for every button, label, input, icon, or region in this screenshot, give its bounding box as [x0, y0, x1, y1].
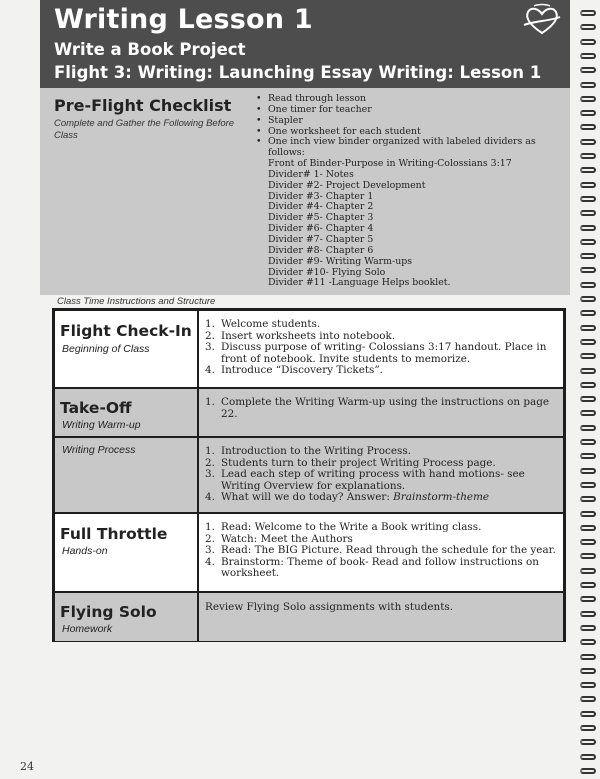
list-item: • Stapler — [256, 116, 556, 127]
row-content-cell — [199, 593, 563, 641]
list-number: 1. — [205, 318, 215, 330]
list-number: 2. — [205, 532, 215, 545]
row-label-cell — [55, 389, 199, 438]
table-row-flight-check-in — [55, 311, 563, 387]
list-text: Read: Welcome to the Write a Book writing class. — [221, 521, 482, 533]
row-content-cell — [199, 389, 563, 438]
spiral-coil — [580, 310, 596, 316]
list-text: Students turn to their project Writing Process page. — [221, 456, 496, 469]
row-label-cell — [55, 438, 199, 514]
list-number: 4. — [205, 555, 215, 568]
list-item: • One timer for teacher — [256, 105, 556, 116]
spiral-coil — [580, 582, 596, 588]
spiral-coil — [580, 96, 596, 102]
spiral-binding — [574, 0, 600, 779]
spiral-coil — [580, 353, 596, 359]
list-item: Divider #9- Writing Warm-ups — [268, 255, 413, 267]
row-content-cell — [199, 514, 563, 593]
list-item: • One worksheet for each student — [256, 127, 556, 138]
list-item — [205, 342, 557, 365]
steps-list — [205, 446, 557, 504]
class-structure-table — [52, 308, 566, 642]
steps-list — [205, 319, 557, 377]
list-number: 1. — [205, 396, 215, 408]
list-number: 1. — [205, 445, 215, 457]
spiral-coil — [580, 368, 596, 374]
spiral-coil — [580, 167, 596, 173]
spiral-coil — [580, 496, 596, 502]
preflight-title: Pre-Flight Checklist — [54, 96, 232, 115]
spiral-coil — [580, 611, 596, 617]
list-text: Complete the Writing Warm-up using the instructions on page 22. — [221, 396, 550, 420]
row-heading: Flying Solo — [60, 603, 157, 621]
page-number: 24 — [20, 760, 34, 773]
steps-list — [205, 397, 557, 420]
lesson-header — [40, 0, 570, 88]
spiral-coil — [580, 24, 596, 30]
list-item: Divider #4- Chapter 2 — [268, 201, 374, 213]
list-text: Welcome students. — [221, 318, 321, 330]
heart-plane-logo-icon — [520, 3, 564, 39]
list-item: • One inch view binder organized with labeled dividers as — [256, 137, 556, 148]
spiral-coil — [580, 39, 596, 45]
spiral-coil — [580, 596, 596, 602]
list-text: Lead each step of writing process with hand motions- see Writing Overview for explanations. — [221, 468, 525, 492]
project-title: Write a Book Project — [54, 40, 246, 59]
spiral-coil — [580, 468, 596, 474]
spiral-coil — [580, 668, 596, 674]
spiral-coil — [580, 210, 596, 216]
spiral-coil — [580, 654, 596, 660]
list-item: Divider #11 -Language Helps booklet. — [268, 277, 451, 289]
list-item: Front of Binder-Purpose in Writing-Colossians 3:17 — [268, 158, 512, 170]
list-item: follows: — [268, 147, 305, 159]
spiral-coil — [580, 296, 596, 302]
section-caption: Class Time Instructions and Structure — [57, 296, 216, 307]
spiral-coil — [580, 225, 596, 231]
list-number: 3. — [205, 544, 215, 557]
row-subheading: Writing Process — [62, 444, 136, 456]
spiral-coil — [580, 725, 596, 731]
list-text: Watch: Meet the Authors — [221, 532, 353, 545]
spiral-coil — [580, 253, 596, 259]
spiral-coil — [580, 196, 596, 202]
list-item: Divider #2- Project Development — [268, 179, 426, 191]
list-number: 1. — [205, 521, 215, 533]
list-item: Divider #10- Flying Solo — [268, 266, 386, 278]
spiral-coil — [580, 525, 596, 531]
list-text: Introduction to the Writing Process. — [221, 445, 411, 457]
list-text: Read: The BIG Picture. Read through the schedule for the year. — [221, 544, 556, 557]
list-text: Introduce “Discovery Tickets”. — [221, 364, 383, 377]
answer-text: Brainstorm-theme — [393, 491, 490, 504]
row-subheading: Homework — [62, 623, 113, 635]
preflight-checklist — [40, 88, 570, 295]
list-text: Insert worksheets into notebook. — [221, 329, 396, 342]
spiral-coil — [580, 625, 596, 631]
spiral-coil — [580, 539, 596, 545]
list-item: Divider #7- Chapter 5 — [268, 233, 374, 245]
spiral-coil — [580, 410, 596, 416]
spiral-coil — [580, 453, 596, 459]
preflight-subtitle: Complete and Gather the Following Before Class — [54, 118, 235, 141]
list-number: 3. — [205, 468, 215, 481]
spiral-coil — [580, 382, 596, 388]
spiral-coil — [580, 739, 596, 745]
spiral-coil — [580, 682, 596, 688]
lesson-title: Writing Lesson 1 — [54, 4, 313, 35]
row-label-cell — [55, 514, 199, 593]
spiral-coil — [580, 511, 596, 517]
spiral-coil — [580, 325, 596, 331]
spiral-coil — [580, 754, 596, 760]
list-number: 2. — [205, 329, 215, 342]
list-item — [205, 469, 557, 492]
list-item — [205, 557, 557, 580]
list-number: 2. — [205, 456, 215, 469]
list-text: Brainstorm: Theme of book- Read and follow instructions on worksheet. — [221, 555, 539, 580]
spiral-coil — [580, 439, 596, 445]
list-number: 4. — [205, 491, 215, 504]
spiral-coil — [580, 768, 596, 774]
table-row-take-off — [55, 387, 563, 438]
spiral-coil — [580, 696, 596, 702]
list-number: 4. — [205, 364, 215, 377]
spiral-coil — [580, 82, 596, 88]
table-row-writing-process — [55, 436, 563, 514]
table-row-full-throttle — [55, 512, 563, 593]
spiral-coil — [580, 568, 596, 574]
list-item: Divider #3- Chapter 1 — [268, 190, 374, 202]
spiral-coil — [580, 139, 596, 145]
row-label-cell — [55, 593, 199, 641]
spiral-coil — [580, 639, 596, 645]
list-item: Divider #5- Chapter 3 — [268, 212, 374, 224]
row-content-cell — [199, 438, 563, 514]
spiral-coil — [580, 110, 596, 116]
row-heading: Take-Off — [60, 399, 132, 417]
spiral-coil — [580, 282, 596, 288]
spiral-coil — [580, 67, 596, 73]
row-heading: Full Throttle — [60, 525, 168, 543]
homework-text: Review Flying Solo assignments with students. — [205, 601, 454, 613]
spiral-coil — [580, 711, 596, 717]
table-row-flying-solo — [55, 591, 563, 641]
list-item: Divider #6- Chapter 4 — [268, 223, 374, 235]
row-heading: Flight Check-In — [60, 322, 192, 340]
spiral-coil — [580, 53, 596, 59]
row-subheading: Beginning of Class — [62, 343, 150, 355]
steps-list — [205, 522, 557, 580]
spiral-coil — [580, 153, 596, 159]
spiral-coil — [580, 267, 596, 273]
row-label-cell — [55, 311, 199, 387]
spiral-coil — [580, 10, 596, 16]
list-number: 3. — [205, 341, 215, 354]
row-content-cell — [199, 311, 563, 387]
row-subheading: Hands-on — [62, 545, 108, 557]
spiral-coil — [580, 396, 596, 402]
flight-title: Flight 3: Writing: Launching Essay Writing: Lesson 1 — [54, 63, 542, 82]
list-text: What will we do today? Answer: — [221, 491, 394, 504]
preflight-list — [256, 94, 556, 289]
spiral-coil — [580, 553, 596, 559]
spiral-coil — [580, 182, 596, 188]
spiral-coil — [580, 124, 596, 130]
spiral-coil — [580, 339, 596, 345]
list-item: Divider #8- Chapter 6 — [268, 244, 374, 256]
list-item — [205, 492, 557, 504]
list-item — [205, 365, 557, 377]
spiral-coil — [580, 482, 596, 488]
list-item: • Read through lesson — [256, 94, 556, 105]
spiral-coil — [580, 239, 596, 245]
row-subheading: Writing Warm-up — [62, 419, 141, 431]
list-item: Divider# 1- Notes — [268, 168, 354, 180]
spiral-coil — [580, 425, 596, 431]
list-item — [205, 397, 557, 420]
list-text: Discuss purpose of writing- Colossians 3:17 handout. Place in front of notebook. Invite students to memorize. — [221, 341, 547, 365]
